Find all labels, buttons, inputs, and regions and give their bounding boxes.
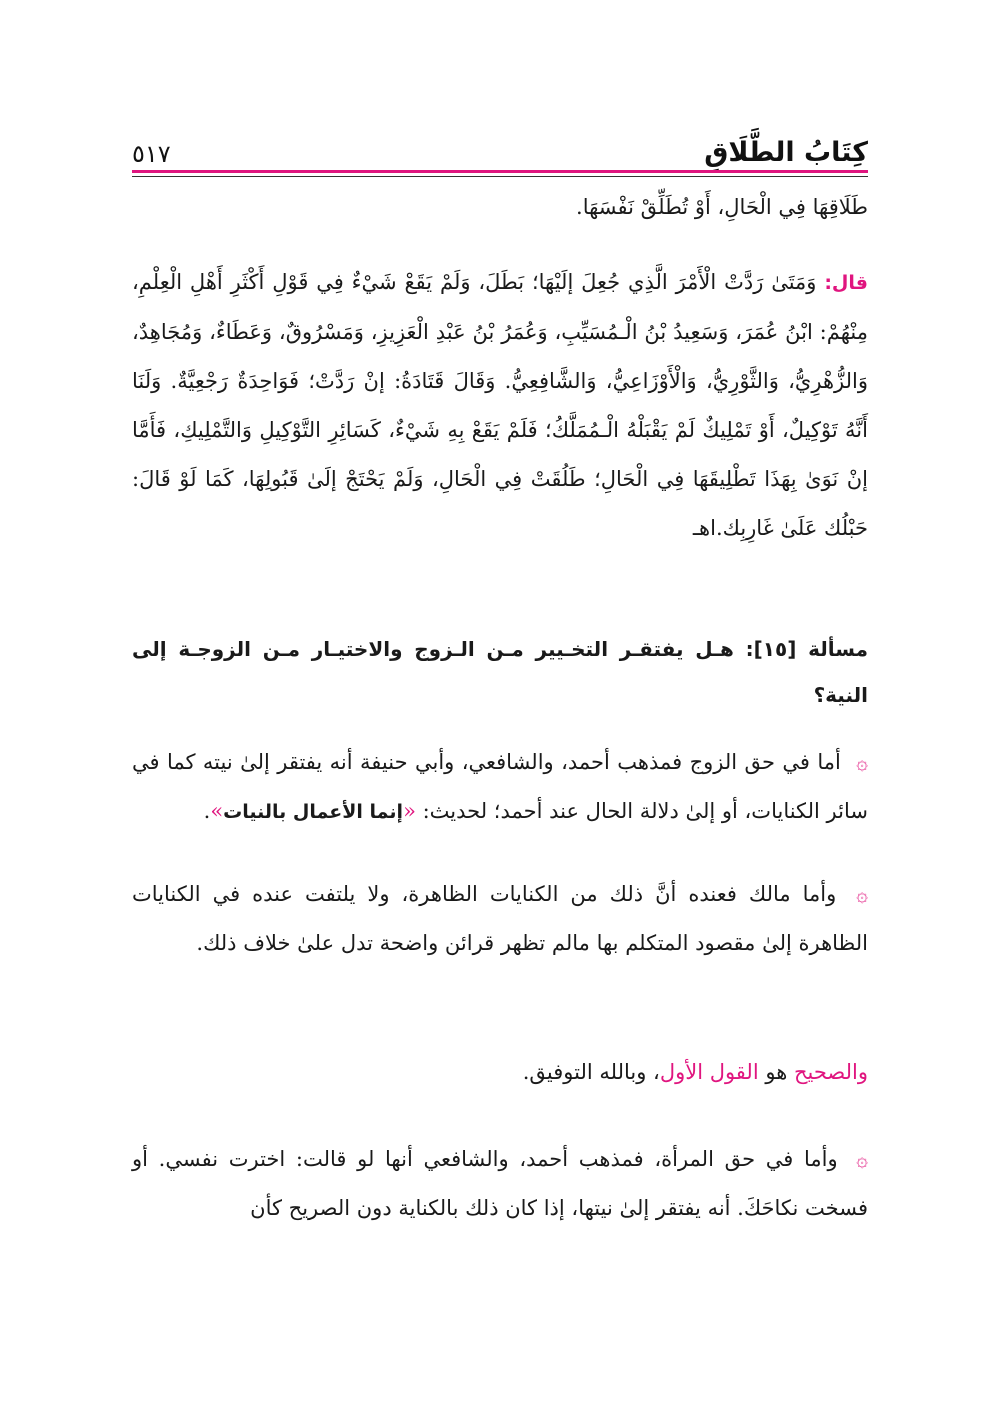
paragraph-verdict: [132, 1048, 868, 1097]
hadith-text: إنما الأعمال بالنيات: [223, 801, 404, 823]
paragraph-text: وأما مالك فعنده أنَّ ذلك من الكنايات الظاهرة، ولا يلتفت عنده في الكنايات الظاهرة إلىٰ مقصود المتكلم بها مالم تظهر قرائن واضحة تدل علىٰ خلاف ذلك.: [132, 882, 868, 955]
flower-ornament-icon: ۞: [856, 882, 868, 906]
paragraph-husband: [132, 738, 868, 837]
hadith-close-quote: »: [210, 799, 224, 823]
verdict-end: ، وبالله التوفيق.: [522, 1060, 660, 1084]
quote-label: قال:: [824, 272, 868, 294]
paragraph-text: أما في حق الزوج فمذهب أحمد، والشافعي، وأبي حنيفة أنه يفتقر إلىٰ نيته كما في سائر الكنايات، أو إلىٰ دلالة الحال عند أحمد؛ لحديث:: [132, 750, 868, 823]
hadith-open-quote: «: [403, 799, 416, 823]
paragraph-wife: [132, 1135, 868, 1233]
paragraph-malik: [132, 870, 868, 968]
quote-text: وَمَتَىٰ رَدَّتْ الْأَمْرَ الَّذِي جُعِلَ إلَيْهَا؛ بَطَلَ، وَلَمْ يَقَعْ شَيْءٌ فِي قَوْلِ أَكْثَرِ أَهْلِ الْعِلْمِ، مِنْهُمْ: ابْنُ عُمَرَ، وَسَعِيدُ بْنُ الْـمُسَيِّبِ، وَعُمَرُ بْنُ عَبْدِ الْعَزِيزِ، وَمَسْرُوقٌ، وَعَطَاءٌ، وَمُجَاهِدٌ، وَالزُّهْرِيُّ، وَالثَّوْرِيُّ، وَالْأَوْزَاعِيُّ، وَالشَّافِعِيُّ. وَقَالَ قَتَادَةُ: إنْ رَدَّتْ؛ فَوَاحِدَةٌ رَجْعِيَّةٌ. وَلَنَا أَنَّهُ تَوْكِيلٌ، أَوْ تَمْلِيكٌ لَمْ يَقْبَلْهُ الْـمُمَلَّكُ؛ فَلَمْ يَقَعْ بِهِ شَيْءٌ، كَسَائِرِ التَّوْكِيلِ وَالتَّمْلِيكِ، فَأَمَّا إنْ نَوَىٰ بِهَذَا تَطْلِيقَهَا فِي الْحَالِ؛ طَلُقَتْ فِي الْحَالِ، وَلَمْ يَحْتَجْ إلَىٰ قَبُولِهَا، كَمَا لَوْ قَالَ: حَبْلُك عَلَىٰ غَارِبِك.اهـ: [132, 270, 868, 540]
verdict-first-opinion: القول الأول: [659, 1060, 759, 1084]
page-header: [132, 122, 868, 166]
paragraph-text: وأما في حق المرأة، فمذهب أحمد، والشافعي أنها لو قالت: اخترت نفسي. أو فسخت نكاحَكَ. أنه يفتقر إلىٰ نيتها، إذا كان ذلك بالكناية دون الصريح كأن: [132, 1147, 868, 1220]
flower-ornament-icon: ۞: [856, 1147, 868, 1171]
chapter-title: كِتَابُ الطَّلَاقِ: [704, 137, 868, 168]
verdict-label: والصحيح: [793, 1060, 868, 1084]
header-rule-thin: [132, 176, 868, 177]
verdict-middle: هو: [758, 1060, 794, 1084]
quoted-passage: [132, 258, 868, 553]
flower-ornament-icon: ۞: [856, 750, 868, 774]
continuation-line: طَلَاقِهَا فِي الْحَالِ، أَوْ تُطَلِّقْ نَفْسَهَا.: [576, 195, 868, 219]
page-number: ٥١٧: [132, 140, 171, 168]
header-rule-accent: [132, 170, 868, 173]
paragraph-end: .: [203, 799, 211, 823]
issue-heading: مسألة [١٥]: هـل يفتقـر التخـيير مـن الـزوج والاختيـار مـن الزوجـة إلى النية؟: [132, 637, 868, 707]
